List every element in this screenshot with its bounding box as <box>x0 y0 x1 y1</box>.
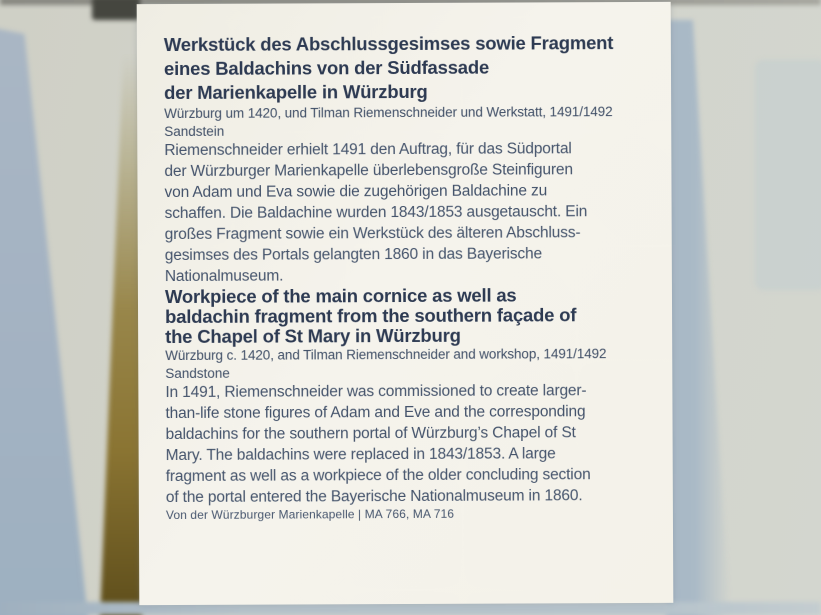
german-title: Werkstück des Abschlussgesimses sowie Fragment eines Baldachins von der Südfassade der Marienkapelle in Würzburg <box>163 32 614 104</box>
wall-highlight <box>755 60 821 290</box>
english-attribution: Würzburg c. 1420, and Tilman Riemenschneider and workshop, 1491/1492 <box>165 346 607 364</box>
german-attribution: Würzburg um 1420, und Tilman Riemenschneider und Werkstatt, 1491/1492 <box>164 104 613 122</box>
english-description: In 1491, Riemenschneider was commissioned to create larger- than-life stone figures of Adam and Eve and the corresponding baldachins for the southern portal of Würzburg’s Chapel of St Mary. The baldachins were replaced in 1843/1853. A large fragment as well as a workpiece of the older concluding section of the portal entered the Bayerische Nationalmuseum in 1860. <box>165 382 591 507</box>
provenance-inventory-numbers: Von der Würzburger Marienkapelle | MA 766, MA 716 <box>165 506 455 523</box>
english-material: Sandstone <box>165 365 230 381</box>
museum-label-card <box>137 2 674 605</box>
german-material: Sandstein <box>164 123 225 139</box>
german-description: Riemenschneider erhielt 1491 den Auftrag, für das Südportal der Würzburger Marienkapelle überlebensgroße Steinfiguren von Adam und Eva sowie die zugehörigen Baldachine zu schaffen. Die Baldachine wurden 1843/1853 ausgetauscht. Ein großes Fragment sowie ein Werkstück des älteren Abschluss- gesimses des Portals gelangten 1860 in das Bayerische Nationalmuseum. <box>164 140 588 286</box>
stone-fragment-edge <box>0 28 89 615</box>
card-cast-shadow <box>666 20 730 615</box>
dark-corner-shadow <box>92 0 140 20</box>
english-title: Workpiece of the main cornice as well as baldachin fragment from the southern façade of the Chapel of St Mary in Würzburg <box>164 284 577 348</box>
wooden-frame-edge <box>100 55 142 615</box>
